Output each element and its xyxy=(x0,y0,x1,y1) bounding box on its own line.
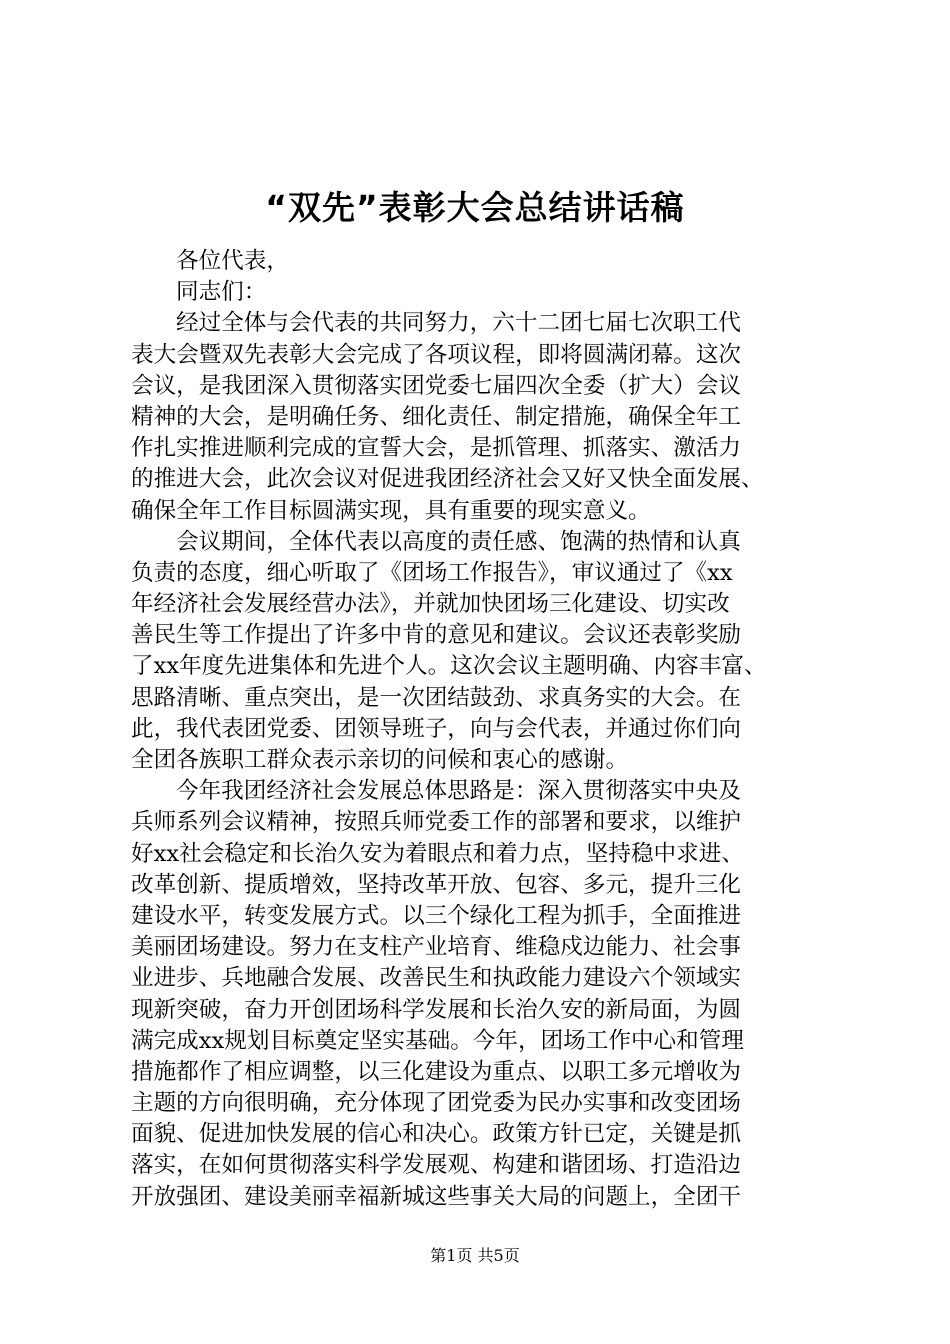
salutation-line: 同志们： xyxy=(176,279,267,306)
text-line: 的推进大会，此次会议对促进我团经济社会又好又快全面发展、 xyxy=(131,466,764,493)
document-title: “双先”表彰大会总结讲话稿 xyxy=(265,188,685,227)
text-line: 善民生等工作提出了许多中肯的意见和建议。会议还表彰奖励 xyxy=(131,622,742,649)
text-line: 精神的大会，是明确任务、细化责任、制定措施，确保全年工 xyxy=(131,403,742,430)
paragraph-2 xyxy=(131,527,831,777)
text-line: 作扎实推进顺利完成的宣誓大会，是抓管理、抓落实、激活力 xyxy=(131,435,742,462)
text-line: 业进步、兵地融合发展、改善民生和执政能力建设六个领域实 xyxy=(131,965,742,992)
document-body xyxy=(131,246,831,1213)
text-line: 兵师系列会议精神，按照兵师党委工作的部署和要求，以维护 xyxy=(131,809,742,836)
text-line: 满完成xx规划目标奠定坚实基础。今年，团场工作中心和管理 xyxy=(131,1027,744,1054)
text-line: 今年我团经济社会发展总体思路是：深入贯彻落实中央及 xyxy=(176,778,741,805)
text-line: 全团各族职工群众表示亲切的问候和衷心的感谢。 xyxy=(131,747,629,773)
text-line: 了xx年度先进集体和先进个人。这次会议主题明确、内容丰富、 xyxy=(131,653,767,680)
text-line: 负责的态度，细心听取了《团场工作报告》，审议通过了《xx xyxy=(131,559,733,586)
text-line: 表大会暨双先表彰大会完成了各项议程，即将圆满闭幕。这次 xyxy=(131,341,742,368)
salutation-line: 各位代表， xyxy=(176,248,289,274)
text-line: 会议，是我团深入贯彻落实团党委七届四次全委（扩大）会议 xyxy=(131,372,742,399)
text-line: 面貌、促进加快发展的信心和决心。政策方针已定，关键是抓 xyxy=(131,1121,742,1148)
paragraph-1 xyxy=(131,308,831,526)
text-line: 现新突破，奋力开创团场科学发展和长治久安的新局面，为圆 xyxy=(131,996,742,1023)
page-number-footer: 第1页 共5页 xyxy=(430,1246,520,1265)
text-line: 落实，在如何贯彻落实科学发展观、构建和谐团场、打造沿边 xyxy=(131,1152,742,1179)
text-line: 措施都作了相应调整，以三化建设为重点、以职工多元增收为 xyxy=(131,1058,742,1085)
text-line: 美丽团场建设。努力在支柱产业培育、维稳戍边能力、社会事 xyxy=(131,934,742,961)
text-line: 年经济社会发展经营办法》，并就加快团场三化建设、切实改 xyxy=(131,591,730,618)
text-line: 建设水平，转变发展方式。以三个绿化工程为抓手，全面推进 xyxy=(131,902,742,929)
text-line: 改革创新、提质增效，坚持改革开放、包容、多元，提升三化 xyxy=(131,871,742,898)
text-line: 此，我代表团党委、团领导班子，向与会代表，并通过你们向 xyxy=(131,715,742,742)
text-line: 会议期间，全体代表以高度的责任感、饱满的热情和认真 xyxy=(176,528,741,555)
text-line: 经过全体与会代表的共同努力，六十二团七届七次职工代 xyxy=(176,310,741,337)
text-line: 开放强团、建设美丽幸福新城这些事关大局的问题上，全团干 xyxy=(131,1183,742,1210)
paragraph-3 xyxy=(131,776,831,1213)
text-line: 主题的方向很明确，充分体现了团党委为民办实事和改变团场 xyxy=(131,1090,742,1117)
text-line: 思路清晰、重点突出，是一次团结鼓劲、求真务实的大会。在 xyxy=(131,684,742,711)
text-line: 确保全年工作目标圆满实现，具有重要的现实意义。 xyxy=(131,497,651,524)
text-line: 好xx社会稳定和长治久安为着眼点和着力点，坚持稳中求进、 xyxy=(131,840,744,867)
